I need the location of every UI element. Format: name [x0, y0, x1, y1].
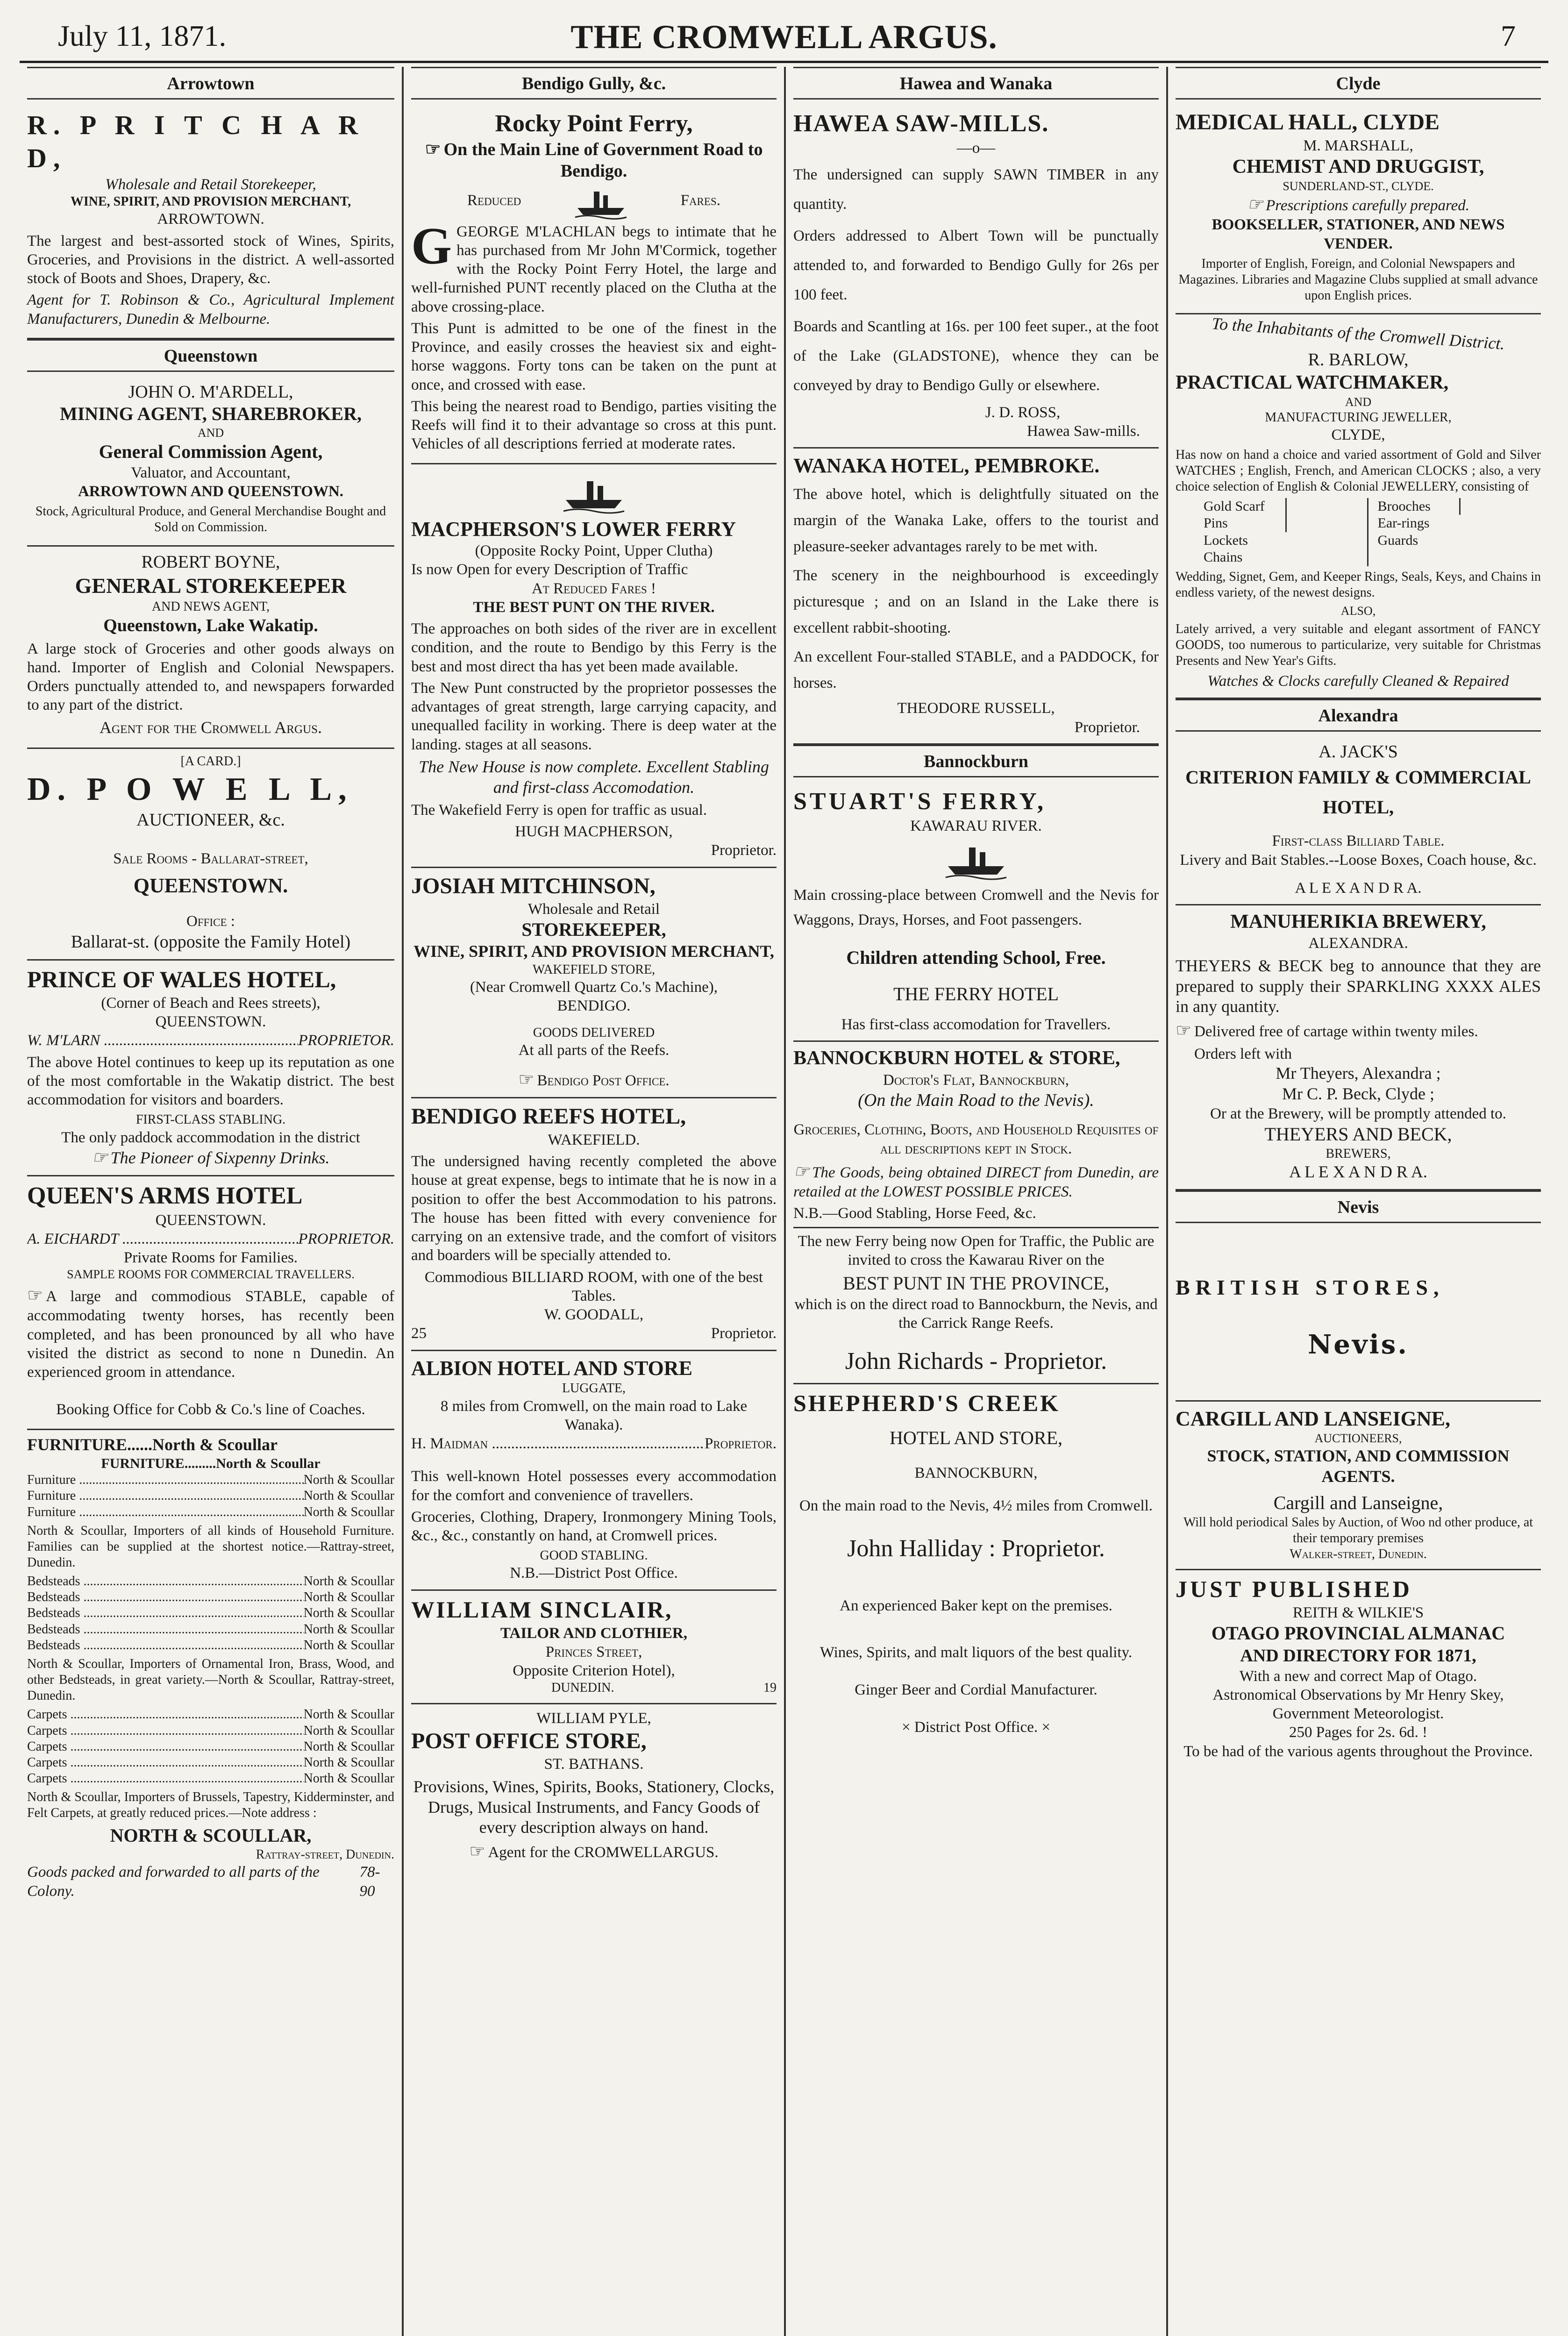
proprietor-name: A. EICHARDT ..... [27, 1230, 298, 1248]
pointing-hand-icon: ☞ [469, 1842, 485, 1862]
ad-line: Princes Street, [545, 1643, 642, 1660]
ad-signature: THEODORE RUSSELL, [897, 700, 1055, 717]
ad-title: JOSIAH MITCHINSON, [411, 873, 656, 898]
ad-signature: John Halliday : Proprietor. [847, 1535, 1105, 1562]
pointing-hand-icon: ☞ [1247, 195, 1263, 215]
list-item: Carpets ..... North & Scoullar [27, 1771, 394, 1787]
ad-rocky-point-ferry [411, 104, 777, 464]
ad-number: 19 [763, 1681, 777, 1695]
ad-medical-hall [1176, 104, 1541, 314]
ad-title: MEDICAL HALL, CLYDE [1176, 110, 1440, 135]
ad-proprietor: Proprietor. [711, 1325, 777, 1342]
ad-title: MINING AGENT, SHAREBROKER, [59, 403, 362, 425]
ad-italic: ☞ The Goods, being obtained DIRECT from Dunedin, are retailed at the LOWEST POSSIBLE PRICES. [793, 1161, 1159, 1201]
ad-barlow-watchmaker [1176, 314, 1541, 698]
ad-line: BREWERS, [1326, 1146, 1391, 1161]
ad-line: QUEENSTOWN. [155, 1013, 266, 1031]
ad-line: M. MARSHALL, [1303, 137, 1413, 154]
ad-line: Reduced [467, 192, 521, 209]
ad-title: QUEEN'S ARMS HOTEL [27, 1182, 303, 1210]
ad-hawea-saw-mills [793, 104, 1159, 449]
section-hawea-wanaka: Hawea and Wanaka [793, 67, 1159, 100]
ad-title: MACPHERSON'S LOWER FERRY [411, 517, 736, 541]
ad-body: The approaches on both sides of the river are in excellent condition, and the route to Bendigo by this Ferry is the best and most direct tha has yet been made available. [411, 620, 777, 675]
list-item: Bedsteads ..... North & Scoullar [27, 1638, 394, 1653]
ad-title: PRINCE OF WALES HOTEL, [27, 966, 336, 992]
ad-body: The above Hotel continues to keep up its reputation as one of the most comfortable in the Wakatip district. The best accommodation for visitors and boarders. [27, 1054, 394, 1109]
ad-line: 8 miles from Cromwell, on the main road to Lake Wanaka). [440, 1397, 748, 1433]
pointing-hand-icon: ☞ [793, 1161, 810, 1182]
column-3 [784, 67, 1166, 2336]
masthead [20, 16, 1548, 63]
ad-body: An excellent Four-stalled STABLE, and a PADDOCK, for horses. [793, 648, 1159, 692]
newspaper-title: THE CROMWELL ARGUS. [570, 18, 998, 56]
list-item: Bedsteads ..... North & Scoullar [27, 1589, 394, 1605]
ad-line: First-class Billiard Table. [1272, 833, 1445, 850]
list-item: Bedsteads ..... North & Scoullar [27, 1574, 394, 1589]
ad-line: MANUFACTURING JEWELLER, [1265, 410, 1452, 425]
ad-number: 78-90 [359, 1864, 380, 1900]
ad-body: ☞ A large and commodious STABLE, capable of accommodating twenty horses, has recently been completed, and has been pronounced by all who have visited the district as second to none n Dunedin. An experienced groom in attendance. [27, 1286, 394, 1381]
section-queenstown: Queenstown [27, 339, 394, 372]
ad-title: CRITERION FAMILY & COMMERCIAL HOTEL, [1185, 767, 1531, 818]
ad-line: Ginger Beer and Cordial Manufacturer. [855, 1681, 1098, 1699]
ad-body: Provisions, Wines, Spirits, Books, Stationery, Clocks, Drugs, Musical Instruments, and Fancy Goods of every description always on hand. [413, 1777, 775, 1837]
ad-line: Livery and Bait Stables.--Loose Boxes, Coach house, &c. [1180, 851, 1537, 869]
section-clyde: Clyde [1176, 67, 1541, 100]
ad-title: ALBION HOTEL AND STORE [411, 1356, 692, 1380]
pointing-hand-icon: ☞ [92, 1147, 108, 1168]
ad-card: [A CARD.] [180, 754, 241, 769]
page-number: 7 [1501, 19, 1516, 52]
list-item: Lockets [1204, 532, 1248, 548]
ad-line: TAILOR AND CLOTHIER, [500, 1624, 688, 1642]
ad-line: Commodious BILLIARD ROOM, with one of the best Tables. [424, 1268, 763, 1304]
pointing-hand-icon: ☞ [1176, 1021, 1192, 1041]
ad-italic: The New House is now complete. Excellent Stabling and first-class Accomodation. [419, 757, 769, 797]
ad-macpherson-ferry [411, 464, 777, 868]
ad-line: HOTEL AND STORE, [890, 1427, 1062, 1448]
ad-line: THEYERS AND BECK, [1264, 1124, 1452, 1145]
ad-line: At Reduced Fares ! [531, 580, 656, 597]
ad-line: Or at the Brewery, will be promptly attended to. [1210, 1105, 1506, 1122]
column-1 [20, 67, 402, 2336]
ad-line: Mr Theyers, Alexandra ; [1276, 1063, 1441, 1083]
proprietor-name: H. Maidman ..... [411, 1434, 705, 1453]
ad-line: Doctor's Flat, Bannockburn, [883, 1071, 1069, 1089]
ad-line: A L E X A N D R A. [1289, 1162, 1427, 1181]
ad-title: POST OFFICE STORE, [411, 1728, 647, 1753]
ad-line: WAKEFIELD. [548, 1131, 640, 1148]
column-4 [1166, 67, 1548, 2336]
ad-line: N.B.—District Post Office. [510, 1565, 678, 1582]
ad-line: Booking Office for Cobb & Co.'s line of Coaches. [56, 1401, 365, 1418]
ad-body: The largest and best-assorted stock of Wines, Spirits, Groceries, and Provisions in the district. A well-assorted stock of Boots and Shoes, Drapery, &c. [27, 232, 394, 287]
ad-line: Ballarat-st. (opposite the Family Hotel) [71, 932, 351, 952]
ad-subtitle: FURNITURE.........North & Scoullar [101, 1455, 321, 1471]
ad-line: GOODS DELIVERED [533, 1025, 655, 1040]
ad-line: WINE, SPIRIT, AND PROVISION MERCHANT, [70, 194, 351, 209]
list-item: Gold Scarf Pins [1204, 498, 1287, 532]
ad-line: On the main road to the Nevis, 4½ miles from Cromwell. [799, 1497, 1153, 1514]
ad-post-office-store [411, 1704, 777, 1869]
ad-title: BENDIGO REEFS HOTEL, [411, 1104, 686, 1129]
ad-footer [411, 1324, 777, 1343]
pointing-hand-icon: ☞ [425, 139, 441, 159]
ad-line: Queenstown, Lake Wakatip. [103, 616, 318, 636]
ad-line: ☞ Bendigo Post Office. [411, 1069, 777, 1090]
ad-stuarts-ferry [793, 782, 1159, 1042]
ad-line: OTAGO PROVINCIAL ALMANAC [1211, 1623, 1505, 1644]
ad-line: (Near Cromwell Quartz Co.'s Machine), [470, 979, 718, 996]
ad-proprietor-line [411, 1434, 777, 1453]
ad-body: The New Punt constructed by the proprietor possesses the advantages of great strength, large carrying capacity, and unequalled facility in working. There is deep water at the landing. stages at all seasons. [411, 679, 777, 753]
ad-signature: J. D. ROSS, [985, 404, 1061, 421]
ad-title: WANAKA HOTEL, PEMBROKE. [793, 454, 1100, 477]
ad-signature: W. GOODALL, [544, 1306, 644, 1324]
ad-line: Opposite Criterion Hotel), [513, 1662, 675, 1680]
ad-line: Wines, Spirits, and malt liquors of the best quality. [820, 1644, 1133, 1661]
ad-line: KAWARAU RIVER. [910, 817, 1042, 834]
ad-line: ARROWTOWN AND QUEENSTOWN. [78, 483, 344, 500]
ad-almanac [1176, 1570, 1541, 1767]
list-item: Chains [1204, 549, 1243, 565]
pointing-hand-icon: ☞ [518, 1070, 535, 1090]
ad-line: BEST PUNT IN THE PROVINCE, [842, 1273, 1110, 1294]
ad-footer [27, 1863, 394, 1901]
ad-mitchinson [411, 868, 777, 1099]
ad-line: Goods packed and forwarded to all parts of the Colony. [27, 1864, 320, 1900]
ad-line: Astronomical Observations by Mr Henry Skey, Government Meteorologist. [1212, 1686, 1504, 1723]
ad-proprietor-line [27, 1031, 394, 1050]
jewellery-list-right [1368, 498, 1541, 566]
ad-place-name: Nevis. [1308, 1329, 1409, 1360]
ad-line: STOCK, STATION, AND COMMISSION AGENTS. [1207, 1446, 1510, 1486]
ad-body: Main crossing-place between Cromwell and the Nevis for Waggons, Drays, Horses, and Foot passengers. [793, 887, 1159, 928]
ad-line: CHEMIST AND DRUGGIST, [1232, 156, 1484, 178]
ad-line: An experienced Baker kept on the premises. [840, 1597, 1112, 1614]
ad-body: This Punt is admitted to be one of the finest in the Province, and easily crosses the heaviest six and eight-horse waggons. Forty tons can be taken on the punt at once, and crossed with ease. [411, 320, 777, 393]
proprietor-label: PROPRIETOR. [298, 1032, 394, 1049]
ad-boyne [27, 547, 394, 749]
ad-body: The undersigned having recently completed the above house at great expense, begs to intimate that he is now in a position to offer the best Accommodation to his patrons. The house has been fitted with every convenience for carrying on an extensive trade, and the comfort of visitors and boarders will be specially attended to. [411, 1153, 777, 1264]
ad-line: WILLIAM PYLE, [536, 1709, 651, 1727]
ad-body: THEYERS & BECK beg to announce that they are prepared to supply their SPARKLING XXXX ALES in any quantity. [1176, 956, 1541, 1016]
ad-title: JUST PUBLISHED [1176, 1576, 1412, 1602]
ad-line: ALEXANDRA. [1308, 935, 1408, 952]
ad-line: ☞ On the Main Line of Government Road to Bendigo. [425, 139, 763, 181]
ad-line: Children attending School, Free. [846, 947, 1106, 968]
ad-prince-of-wales [27, 961, 394, 1176]
ad-line: BANNOCKBURN, [914, 1464, 1038, 1481]
ad-line: Watches & Clocks carefully Cleaned & Repaired [1207, 673, 1509, 690]
list-item: Furniture ..... North & Scoullar [27, 1488, 394, 1504]
ad-line: ST. BATHANS. [544, 1756, 644, 1773]
ad-body: Boards and Scantling at 16s. per 100 feet super., at the foot of the Lake (GLADSTONE), whence they can be conveyed by dray to Bendigo Gully or elsewhere. [793, 318, 1159, 394]
ad-line: × District Post Office. × [902, 1719, 1050, 1736]
section-alexandra: Alexandra [1176, 699, 1541, 732]
ad-line: N.B.—Good Stabling, Horse Feed, &c. [793, 1205, 1036, 1222]
ad-line: Is now Open for every Description of Traffic [411, 561, 688, 578]
ad-line: REITH & WILKIE'S [1292, 1604, 1424, 1622]
ad-line: ARROWTOWN. [157, 211, 264, 228]
ad-body: North & Scoullar, Importers of all kinds of Household Furniture. Families can be supplied at the shortest notice.—Rattray-street, Dunedin. [27, 1523, 394, 1570]
section-nevis: Nevis [1176, 1190, 1541, 1223]
ad-title: SHEPHERD'S CREEK [793, 1389, 1061, 1416]
ad-line: Walker-street, Dunedin. [1290, 1546, 1427, 1561]
ad-line: A. JACK'S [1319, 742, 1398, 762]
ad-line: Orders left with [1194, 1045, 1292, 1062]
ad-line: Office : [186, 913, 235, 930]
issue-date: July 11, 1871. [58, 19, 227, 52]
ad-body: Importer of English, Foreign, and Colonial Newspapers and Magazines. Libraries and Magazine Clubs supplied at small advance upon English prices. [1178, 256, 1538, 303]
ad-line: JOHN O. M'ARDELL, [128, 382, 293, 402]
column-2 [402, 67, 784, 2336]
list-item: Carpets ..... North & Scoullar [27, 1723, 394, 1739]
ad-line: LUGGATE, [562, 1381, 626, 1396]
ad-footer [411, 1680, 777, 1696]
ad-criterion-hotel [1176, 736, 1541, 905]
ad-body: This being the nearest road to Bendigo, parties visiting the Reefs will find it to their advantage so cross at this punt. Vehicles of all descriptions ferried at moderate rates. [411, 398, 777, 453]
ad-line: Wholesale and Retail Storekeeper, [105, 176, 316, 193]
ad-line: SAMPLE ROOMS FOR COMMERCIAL TRAVELLERS. [67, 1268, 355, 1282]
ad-line: Valuator, and Accountant, [131, 464, 291, 481]
ad-title: HAWEA SAW-MILLS. [793, 110, 1049, 137]
ad-line: THE BEST PUNT ON THE RIVER. [473, 598, 715, 616]
ad-line: Mr C. P. Beck, Clyde ; [1282, 1084, 1434, 1103]
ad-body: Has now on hand a choice and varied assortment of Gold and Silver WATCHES ; English, French, and American CLOCKS ; also, a very choice selection of English & Colonial JEWELLERY, consisting of [1176, 448, 1541, 494]
ad-body: Will hold periodical Sales by Auction, of Woo nd other produce, at their temporary premises [1183, 1515, 1533, 1545]
ad-line: CLYDE, [1331, 426, 1385, 443]
list-item: Carpets ..... North & Scoullar [27, 1739, 394, 1755]
bedsteads-list [27, 1574, 394, 1653]
ad-line: With a new and correct Map of Otago. [1239, 1667, 1477, 1685]
ad-line: AUCTIONEERS, [1314, 1432, 1402, 1446]
ad-cargill-lanseigne [1176, 1402, 1541, 1570]
ad-line: R. BARLOW, [1308, 350, 1409, 370]
columns [20, 67, 1548, 2336]
ad-line: ☞ Agent for the CROMWELLARGUS. [411, 1841, 777, 1862]
ad-mcardell [27, 377, 394, 546]
ad-arched-heading: To the Inhabitants of the Cromwell District. [1211, 314, 1505, 354]
divider-ornament: —o— [956, 139, 996, 157]
ad-proprietor-line [27, 1230, 394, 1248]
drop-cap: G [411, 222, 452, 275]
ad-signature: John Richards - Proprietor. [845, 1348, 1107, 1375]
ad-body: This well-known Hotel possesses every accommodation for the comfort and convenience of travellers. [411, 1468, 777, 1504]
ad-line: which is on the direct road to Bannockburn, the Nevis, and the Carrick Range Reefs. [794, 1296, 1158, 1332]
ad-line: General Commission Agent, [99, 441, 323, 462]
ad-body: The Wakefield Ferry is open for traffic as usual. [411, 801, 707, 819]
ad-body: ☞ Delivered free of cartage within twenty miles. [1176, 1020, 1541, 1041]
ad-title: D. P O W E L L, [27, 771, 353, 807]
ad-line: STOREKEEPER, [521, 919, 666, 940]
ad-bannockburn-hotel [793, 1042, 1159, 1384]
ad-line: Rattray-street, Dunedin. [256, 1847, 394, 1862]
ad-body: North & Scoullar, Importers of Ornamental Iron, Brass, Wood, and other Bedsteads, in great variety.—North & Scoullar, Rattray-street, Dunedin. [27, 1656, 394, 1703]
list-item: Furniture ..... North & Scoullar [27, 1504, 394, 1520]
ad-fares-row [411, 182, 777, 220]
ad-body: Lately arrived, a very suitable and elegant assortment of FANCY GOODS, too numerous to particularize, very suitable for Christmas Presents and New Year's Gifts. [1176, 621, 1541, 669]
section-bendigo-gully: Bendigo Gully, &c. [411, 67, 777, 100]
ad-body: Groceries, Clothing, Boots, and Household Requisites of all descriptions kept in Stock. [793, 1121, 1159, 1157]
ad-body: The new Ferry being now Open for Traffic, the Public are invited to cross the Kawarau River on the [798, 1232, 1155, 1268]
ad-agent: Agent for the Cromwell Argus. [100, 718, 322, 737]
ad-line: (Opposite Rocky Point, Upper Clutha) [475, 542, 713, 560]
ad-line: Wholesale and Retail [527, 901, 660, 918]
ad-line: Sale Rooms - Ballarat-street, [113, 850, 308, 868]
ad-line: WAKEFIELD STORE, [532, 962, 656, 977]
steamboat-icon [561, 472, 627, 514]
ad-line: AND [197, 426, 224, 440]
ad-line: AND [1345, 395, 1372, 409]
ad-title: WILLIAM SINCLAIR, [411, 1596, 673, 1623]
ad-line: ROBERT BOYNE, [141, 552, 280, 572]
ad-shepherds-creek [793, 1384, 1159, 1744]
ad-body: The above hotel, which is delightfully situated on the margin of the Wanaka Lake, offers to the tourist and pleasure-seeker advantages rarely to be met with. [793, 485, 1159, 555]
list-item: Carpets ..... North & Scoullar [27, 1755, 394, 1771]
ad-signature: HUGH MACPHERSON, [515, 823, 673, 840]
list-item: Bedsteads ..... North & Scoullar [27, 1605, 394, 1621]
ad-william-sinclair [411, 1591, 777, 1704]
ad-title: CARGILL AND LANSEIGNE, [1176, 1407, 1451, 1430]
ad-body: The scenery in the neighbourhood is exceedingly picturesque ; and on an Island in the Lake there is excellent rabbit-shooting. [793, 567, 1159, 637]
furniture-list [27, 1472, 394, 1520]
ad-line: SUNDERLAND-ST., CLYDE. [1283, 179, 1434, 193]
ad-body: Wedding, Signet, Gem, and Keeper Rings, Seals, Keys, and Chains in endless variety, of the newest designs. [1176, 569, 1541, 600]
ad-line: At all parts of the Reefs. [518, 1041, 670, 1059]
ad-line: FIRST-CLASS STABLING. [135, 1112, 286, 1127]
proprietor-label: PROPRIETOR. [298, 1230, 394, 1247]
ad-line: DUNEDIN. [551, 1681, 614, 1695]
list-item: Furniture ..... North & Scoullar [27, 1472, 394, 1488]
ad-line: A L E X A N D R A. [1295, 879, 1422, 897]
ad-line: BOOKSELLER, STATIONER, AND NEWS VENDER. [1212, 216, 1505, 252]
ad-line: ALSO, [1340, 604, 1376, 618]
ad-number: 25 [411, 1325, 427, 1342]
steamboat-icon [573, 182, 629, 220]
ad-line: GOOD STABLING. [540, 1548, 648, 1563]
jewellery-list [1176, 498, 1541, 566]
ad-line: Fares. [680, 192, 720, 209]
ad-line: ☞ Prescriptions carefully prepared. [1176, 194, 1541, 215]
proprietor-label: Proprietor. [705, 1435, 777, 1453]
ad-body: Groceries, Clothing, Drapery, Ironmongery Mining Tools, &c., &c., constantly on hand, at Cromwell prices. [411, 1508, 777, 1545]
pointing-hand-icon: ☞ [27, 1286, 43, 1306]
ad-wanaka-hotel [793, 449, 1159, 745]
ad-line: Has first-class accomodation for Travellers. [841, 1016, 1111, 1033]
ad-manuherikia-brewery [1176, 905, 1541, 1190]
ad-line: QUEENSTOWN. [133, 874, 288, 897]
ad-line: WINE, SPIRIT, AND PROVISION MERCHANT, [413, 942, 774, 961]
ad-line: 250 Pages for 2s. 6d. ! [1289, 1724, 1428, 1741]
list-item: Carpets ..... North & Scoullar [27, 1707, 394, 1723]
ad-title: R. P R I T C H A R D, [27, 110, 365, 174]
ad-line: BENDIGO. [557, 997, 631, 1015]
list-item: Guards [1377, 532, 1418, 548]
jewellery-list-left [1204, 498, 1368, 566]
ad-british-stores [1176, 1228, 1541, 1401]
list-item: Ear-rings [1377, 515, 1430, 531]
ad-north-scoullar [27, 1430, 394, 1907]
ad-title: BRITISH STORES, [1176, 1275, 1445, 1300]
ad-proprietor: Proprietor. [1074, 719, 1140, 736]
ad-body: The undersigned can supply SAWN TIMBER in any quantity. [793, 166, 1159, 213]
ad-agent: Agent for T. Robinson & Co., Agricultural Implement Manufacturers, Dunedin & Melbourne. [27, 292, 394, 328]
steamboat-icon [943, 838, 1009, 880]
divider [793, 1227, 1159, 1228]
ad-line: (Corner of Beach and Rees streets), [101, 994, 321, 1011]
ad-body: GGEORGE M'LACHLAN begs to intimate that he has purchased from Mr John M'Cormick, together with the Rocky Point Ferry Hotel, the large and well-furnished PUNT recently placed on the Clutha at the above crossing-place. [411, 222, 777, 315]
section-arrowtown: Arrowtown [27, 67, 394, 100]
list-item: Bedsteads ..... North & Scoullar [27, 1622, 394, 1638]
ad-title: FURNITURE......North & Scoullar [27, 1435, 278, 1454]
ad-line: QUEENSTOWN. [155, 1211, 266, 1229]
ad-title: BANNOCKBURN HOTEL & STORE, [793, 1047, 1120, 1069]
ad-line: Hawea Saw-mills. [1027, 422, 1140, 440]
ad-pritchard [27, 104, 394, 339]
ad-line: Private Rooms for Families. [123, 1249, 298, 1267]
ad-line: (On the Main Road to the Nevis). [858, 1090, 1094, 1110]
carpets-list [27, 1707, 394, 1787]
ad-title: MANUHERIKIA BREWERY, [1230, 911, 1486, 933]
ad-line: THE FERRY HOTEL [893, 983, 1059, 1005]
ad-line: AND NEWS AGENT, [151, 599, 270, 614]
ad-body: A large stock of Groceries and other goods always on hand. Importer of English and Colonial Newspapers. Orders punctually attended to, and newspapers forwarded to any part of the district. [27, 640, 394, 714]
ad-title: STUART'S FERRY, [793, 788, 1046, 815]
proprietor-name: W. M'LARN ..... [27, 1031, 298, 1050]
ad-bendigo-reefs-hotel [411, 1098, 777, 1351]
ad-proprietor: Proprietor. [711, 842, 777, 859]
list-item: Brooches [1378, 498, 1461, 515]
ad-line: The only paddock accommodation in the district [61, 1129, 360, 1146]
ad-slogan: ☞ The Pioneer of Sixpenny Drinks. [27, 1147, 394, 1168]
ad-albion-hotel [411, 1351, 777, 1591]
ad-title: Rocky Point Ferry, [495, 110, 693, 137]
ad-powell [27, 749, 394, 961]
ad-queens-arms [27, 1176, 394, 1430]
ad-title: PRACTICAL WATCHMAKER, [1176, 371, 1449, 393]
section-bannockburn: Bannockburn [793, 745, 1159, 777]
ad-title: GENERAL STOREKEEPER [75, 573, 347, 598]
ad-line: AUCTIONEER, &c. [136, 810, 285, 830]
ad-body: North & Scoullar, Importers of Brussels, Tapestry, Kidderminster, and Felt Carpets, at greatly reduced prices.—Note address : [27, 1790, 394, 1821]
ad-line: AND DIRECTORY FOR 1871, [1240, 1646, 1476, 1666]
ad-body: Stock, Agricultural Produce, and General Merchandise Bought and Sold on Commission. [35, 504, 386, 535]
ad-line: NORTH & SCOULLAR, [110, 1824, 312, 1846]
ad-body: Orders addressed to Albert Town will be punctually attended to, and forwarded to Bendigo Gully for 26s per 100 feet. [793, 228, 1159, 303]
ad-line: Cargill and Lanseigne, [1273, 1492, 1443, 1513]
ad-line: To be had of the various agents throughout the Province. [1183, 1743, 1533, 1760]
